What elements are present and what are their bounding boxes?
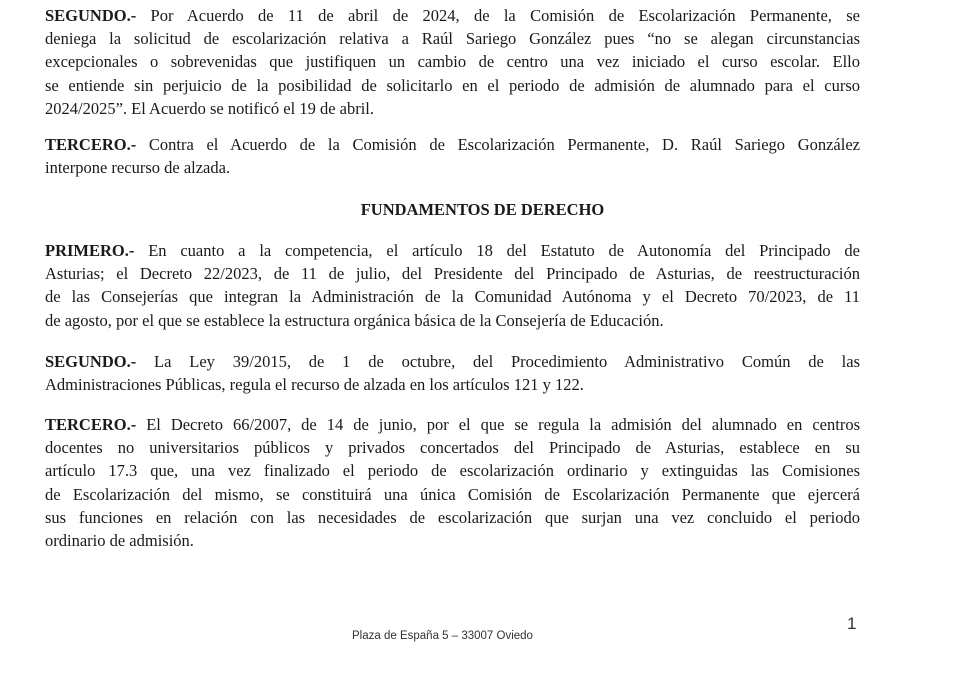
line-text: Contra el Acuerdo de la Comisión de Escolarización Permanente, D. Raúl Sariego González xyxy=(136,135,860,154)
paragraph-lead: TERCERO.- xyxy=(45,415,137,434)
paragraph-primero xyxy=(45,239,860,332)
paragraph-lead: TERCERO.- xyxy=(45,135,137,154)
paragraph-lead: PRIMERO.- xyxy=(45,241,135,260)
paragraph-segundo xyxy=(45,350,860,396)
footer-address: Plaza de España 5 – 33007 Oviedo xyxy=(352,630,533,642)
paragraph-lead: SEGUNDO.- xyxy=(45,352,137,371)
text-line: Asturias; el Decreto 22/2023, de 11 de julio, del Presidente del Principado de Asturias, de reestructuración xyxy=(45,264,860,284)
text-line: excepcionales o sobrevenidas que justifiquen un cambio de centro una vez iniciado el curso escolar. Ello xyxy=(45,52,860,72)
text-line xyxy=(45,133,860,156)
section-heading: FUNDAMENTOS DE DERECHO xyxy=(360,200,605,219)
text-line: artículo 17.3 que, una vez finalizado el periodo de escolarización ordinario y extinguidas las Comisiones xyxy=(45,461,860,481)
text-line xyxy=(45,413,860,436)
text-line xyxy=(45,350,860,373)
text-line: deniega la solicitud de escolarización relativa a Raúl Sariego González pues “no se alegan circunstancias xyxy=(45,29,860,49)
text-line: interpone recurso de alzada. xyxy=(45,158,231,178)
text-line: docentes no universitarios públicos y privados concertados del Principado de Asturias, establece en su xyxy=(45,438,860,458)
page-number: 1 xyxy=(847,614,857,633)
paragraph-tercero xyxy=(45,413,860,552)
text-line: de las Consejerías que integran la Administración de la Comunidad Autónoma y el Decreto 70/2023, de 11 xyxy=(45,287,860,307)
line-text: Por Acuerdo de 11 de abril de 2024, de la Comisión de Escolarización Permanente, se xyxy=(136,6,860,25)
text-line: ordinario de admisión. xyxy=(45,530,194,550)
line-text: La Ley 39/2015, de 1 de octubre, del Procedimiento Administrativo Común de las xyxy=(136,352,860,371)
text-line: sus funciones en relación con las necesidades de escolarización que surjan una vez concluido el periodo xyxy=(45,507,860,527)
text-line: Administraciones Públicas, regula el recurso de alzada en los artículos 121 y 122. xyxy=(45,375,584,395)
text-line xyxy=(45,4,860,27)
text-line: se entiende sin perjuicio de la posibilidad de solicitarlo en el periodo de admisión de alumnado para el curso xyxy=(45,75,860,95)
text-line: de agosto, por el que se establece la estructura orgánica básica de la Consejería de Educación. xyxy=(45,310,664,330)
text-line xyxy=(45,239,860,262)
paragraph-segundo-hechos xyxy=(45,4,860,120)
line-text: En cuanto a la competencia, el artículo 18 del Estatuto de Autonomía del Principado de xyxy=(134,241,860,260)
paragraph-tercero-hechos xyxy=(45,133,860,179)
line-text: El Decreto 66/2007, de 14 de junio, por el que se regula la admisión del alumnado en centros xyxy=(136,415,860,434)
text-line: 2024/2025”. El Acuerdo se notificó el 19 de abril. xyxy=(45,98,375,118)
text-line: de Escolarización del mismo, se constituirá una única Comisión de Escolarización Permanente que ejercerá xyxy=(45,484,860,504)
paragraph-lead: SEGUNDO.- xyxy=(45,6,137,25)
